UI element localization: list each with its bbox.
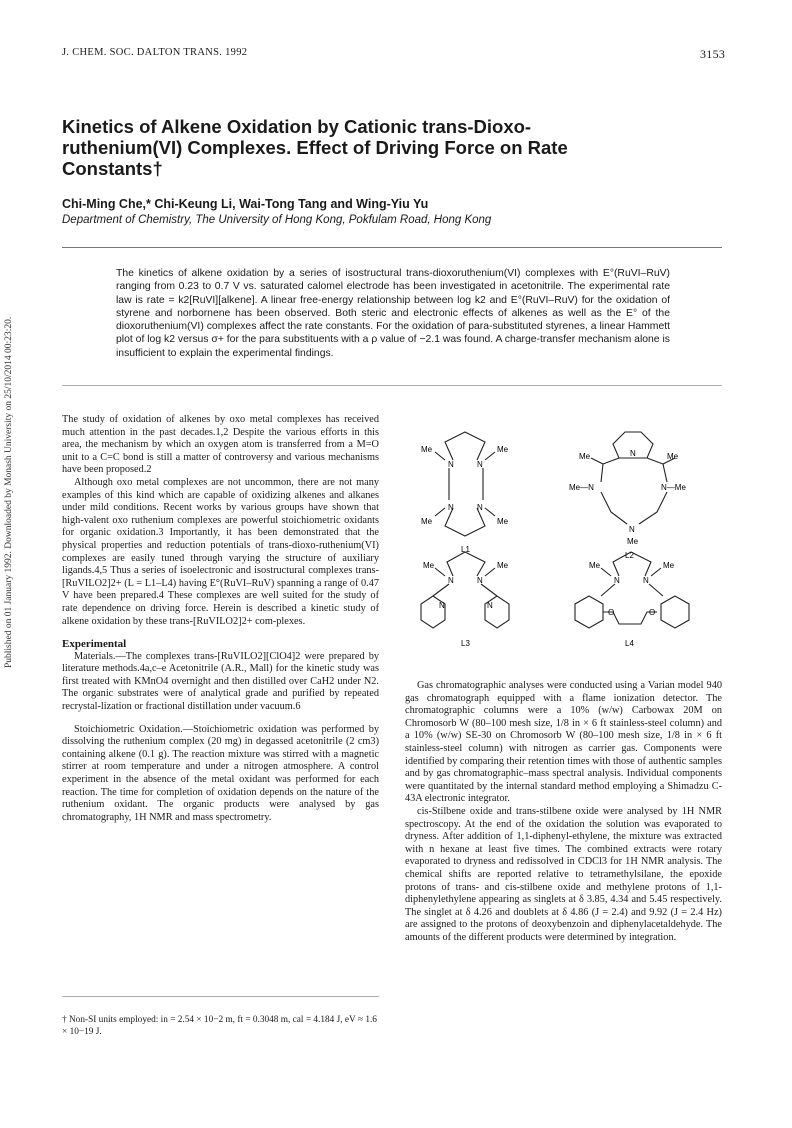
ligand-structures-figure xyxy=(405,412,722,650)
l4-n-atom-1: N xyxy=(614,576,620,585)
l1-n-atom-1: N xyxy=(448,460,454,469)
l3-n-atom-1: N xyxy=(448,576,454,585)
l1-n-atom-4: N xyxy=(477,503,483,512)
abstract-rule xyxy=(62,385,722,386)
l2-me-2: Me xyxy=(667,452,679,461)
intro-paragraph-2: Although oxo metal complexes are not uncommon, there are not many examples of this kind which are capable of oxidizing alkenes and alkanes under mild conditions. Recent works by various groups have shown that high-valent oxo ruthenium complexes are powerful stoichiometric oxidants for organic oxidation.3 Importantly, it has been demonstrated that the physical properties and reduction potentials of trans-dioxo-ruthenium(VI) complexes are easily tuned through varying the structure of auxiliary ligands.4,5 Thus a series of isoelectronic and isostructural complexes trans-[RuVILO2]2+ (L = L1–L4) having E°(RuVI–RuV) spanning a range of 0.47 V have been prepared.4 These complexes are well suited for the study of rate dependence on driving force. Herein is described a kinetic study of alkene oxidation by these trans-[RuVILO2]2+ com-plexes. xyxy=(62,476,379,627)
download-sidebar xyxy=(4,268,18,668)
footnote-rule xyxy=(62,996,379,997)
footnote: † Non-SI units employed: in = 2.54 × 10−2 m, ft = 0.3048 m, cal = 4.184 J, eV ≈ 1.6 × 10−19 J. xyxy=(62,1015,377,1037)
journal-header: J. CHEM. SOC. DALTON TRANS. 1992 xyxy=(62,47,248,58)
l1-me-1: Me xyxy=(421,445,433,454)
article-title xyxy=(62,116,742,179)
authors: Chi-Ming Che,* Chi-Keung Li, Wai-Tong Tang and Wing-Yiu Yu xyxy=(62,197,429,211)
l2-me-n-left: Me—N xyxy=(569,483,594,492)
l3-me-2: Me xyxy=(497,561,509,570)
l3-n-atom-2: N xyxy=(477,576,483,585)
abstract: The kinetics of alkene oxidation by a series of isostructural trans-dioxoruthenium(VI) complexes with E°(RuVI–RuV) ranging from 0.23 to 0.7 V vs. saturated calomel electrode has been investigated in acetonitrile. The experimental rate law is rate = k2[RuVI][alkene]. A linear free-energy relationship between log k2 and E°(RuVI–RuV) for the oxidation of styrene and norbornene has been observed. Both steric and electronic effects of alkenes as well as the E° of the dioxoruthenium(VI) complexes affect the rate constants. For the oxidation of para-substituted styrenes, a linear Hammett plot of log k2 versus σ+ for the para substituents with a ρ value of −2.1 was found. A charge-transfer mechanism alone is insufficient to explain the experimental findings. xyxy=(116,268,670,359)
l4-me-2: Me xyxy=(663,561,675,570)
ligand-label-l2: L2 xyxy=(625,551,634,560)
left-column xyxy=(62,414,379,824)
title-line-3: Constants† xyxy=(62,158,163,179)
l3-pyridine-n-2: N xyxy=(487,601,493,610)
l4-ether-o-2: O xyxy=(649,608,656,617)
l1-n-atom-2: N xyxy=(477,460,483,469)
l4-n-atom-2: N xyxy=(643,576,649,585)
page-number: 3153 xyxy=(700,47,726,61)
right-column xyxy=(405,680,722,944)
l1-n-atom-3: N xyxy=(448,503,454,512)
l2-n-bottom: N xyxy=(629,525,635,534)
intro-paragraph-1: The study of oxidation of alkenes by oxo metal complexes has received much attention in the past decades.1,2 Despite the various efforts in this area, the mechanism by which an oxygen atom is transferred from a M=O unit to a C=C bond is still a matter of controversy and various mechanisms have been proposed.2 xyxy=(62,414,379,476)
gc-paragraph: Gas chromatographic analyses were conducted using a Varian model 940 gas chromatograph equipped with a flame ionization detector. The chromatographic columns were a 10% (w/w) Carbowax 20M on Chromosorb W (80–100 mesh size, 1/8 in × 6 ft stainless-steel column) and a 10% (w/w) SE-30 on Chromosorb W (80–100 mesh size, 1/8 in × 6 ft stainless-steel column) with nitrogen as carrier gas. Components were identified by comparing their retention times with those of authentic samples and by gas chromatographic–mass spectral analysis. Individual components were quantitated by the internal standard method employing a Shimadzu C-43A electronic integrator. xyxy=(405,680,722,805)
nmr-paragraph: cis-Stilbene oxide and trans-stilbene oxide were analysed by 1H NMR spectroscopy. At the end of the oxidation the solution was evaporated to dryness. After addition of 1,1-diphenyl-ethylene, the mixture was extracted with n hexane at least five times. The combined extracts were rotary evaporated to dryness and redissolved in CDCl3 for 1H NMR analysis. The chemical shifts are reported relative to tetramethylsilane, the epoxide protons of trans- and cis-stilbene oxide and methylene protons of 1,1-diphenylethylene appearing as singlets at δ 3.85, 4.34 and 5.45 respectively. The singlet at δ 4.26 and doublets at δ 4.86 (J = 2.4) and 9.92 (J = 2.4 Hz) are assigned to the protons of deoxybenzoin and diphenylacetaldehyde. The amounts of the different products were determined by integration. xyxy=(405,805,722,943)
ligand-l1-structure xyxy=(435,432,495,536)
ligand-l2-structure xyxy=(591,432,675,524)
download-notice: Published on 01 January 1992. Downloaded by Monash University on 25/10/2014 00:23:20. xyxy=(4,316,14,668)
l2-n-me-right: N—Me xyxy=(661,483,686,492)
affiliation: Department of Chemistry, The University of Hong Kong, Pokfulam Road, Hong Kong xyxy=(62,214,492,226)
title-line-2: ruthenium(VI) Complexes. Effect of Driving Force on Rate xyxy=(62,137,568,158)
ligand-label-l4: L4 xyxy=(625,639,634,648)
l2-pyridine-n: N xyxy=(630,449,636,458)
l4-ether-o-1: O xyxy=(608,608,615,617)
l4-me-1: Me xyxy=(589,561,601,570)
l2-me-bottom: Me xyxy=(627,537,639,546)
ligand-label-l3: L3 xyxy=(461,639,470,648)
materials-paragraph: Materials.—The complexes trans-[RuVILO2][ClO4]2 were prepared by literature methods.4a,c–e Acetonitrile (A.R., Mall) for the kinetic study was first treated with KMnO4 overnight and then distilled over CaH2 under N2. The organic substrates were of analytical grade and purified by repeated recrystal-lization or fractional distillation under vacuum.6 xyxy=(62,650,379,713)
l3-pyridine-n-1: N xyxy=(439,601,445,610)
l1-me-3: Me xyxy=(421,517,433,526)
experimental-heading: Experimental xyxy=(62,638,127,651)
ligand-label-l1: L1 xyxy=(461,545,470,554)
l3-me-1: Me xyxy=(423,561,435,570)
l2-me-1: Me xyxy=(579,452,591,461)
stoichiometric-paragraph: Stoichiometric Oxidation.—Stoichiometric oxidation was performed by dissolving the ruthenium complex (20 mg) in degassed acetonitrile (2 cm3) containing alkene (0.1 g). The reaction mixture was stirred with a magnetic stirrer at room temperature and under a nitrogen atmosphere. A control experiment in the absence of the metal oxidant was performed for each reaction. The time for completion of oxidation depends on the nature of the ruthenium oxidant. The organic products were analysed by gas chromatography, 1H NMR and mass spectrometry. xyxy=(62,723,379,823)
l1-me-2: Me xyxy=(497,445,509,454)
title-line-1: Kinetics of Alkene Oxidation by Cationic trans-Dioxo- xyxy=(62,116,532,137)
l1-me-4: Me xyxy=(497,517,509,526)
title-rule xyxy=(62,247,722,248)
ligand-l3-structure xyxy=(421,552,509,628)
